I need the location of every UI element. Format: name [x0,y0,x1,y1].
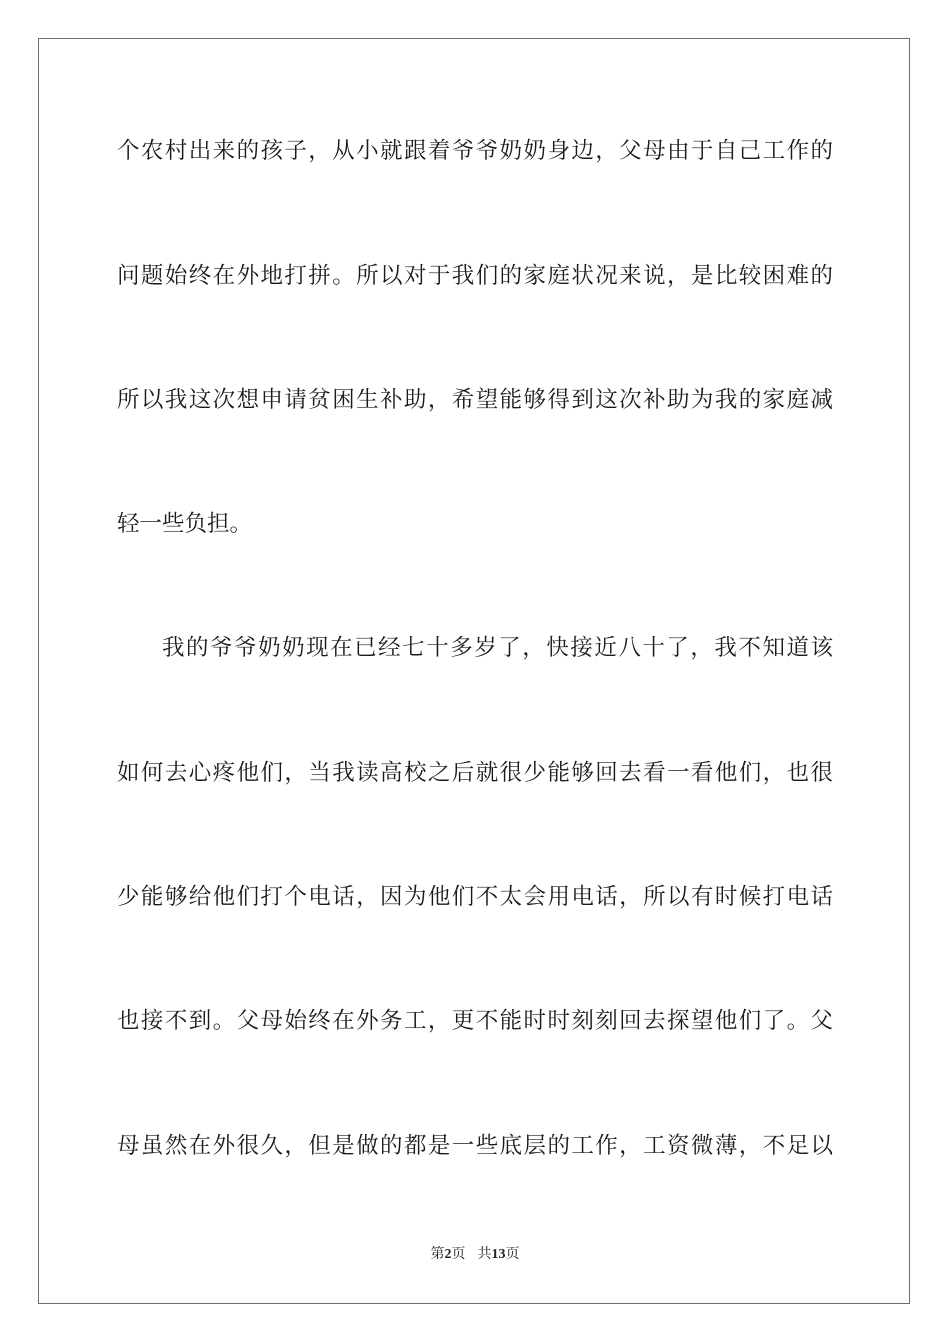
paragraph-line: 也接不到。父母始终在外务工，更不能时时刻刻回去探望他们了。父 [117,1008,833,1034]
footer-page-prefix: 第 [430,1247,445,1262]
paragraph-line: 所以我这次想申请贫困生补助，希望能够得到这次补助为我的家庭减 [117,387,833,413]
paragraph-line: 问题始终在外地打拼。所以对于我们的家庭状况来说，是比较困难的 [117,263,833,289]
paragraph-line: 个农村出来的孩子，从小就跟着爷爷奶奶身边，父母由于自己工作的 [117,138,833,164]
paragraph-line: 轻一些负担。 [117,511,253,537]
footer-page-number: 2 [444,1247,452,1262]
paragraph-line: 母虽然在外很久，但是做的都是一些底层的工作，工资微薄，不足以 [117,1133,833,1159]
page-border [38,38,910,1304]
footer-total-prefix: 共 [477,1247,492,1262]
page-footer [0,1246,950,1264]
footer-page-suffix: 页 [451,1247,466,1262]
footer-total-pages: 13 [491,1247,506,1262]
paragraph-line: 少能够给他们打个电话，因为他们不太会用电话，所以有时候打电话 [117,884,833,910]
footer-total-suffix: 页 [505,1247,520,1262]
paragraph-line: 如何去心疼他们，当我读高校之后就很少能够回去看一看他们，也很 [117,760,833,786]
paragraph-line: 我的爷爷奶奶现在已经七十多岁了，快接近八十了，我不知道该 [162,635,833,661]
